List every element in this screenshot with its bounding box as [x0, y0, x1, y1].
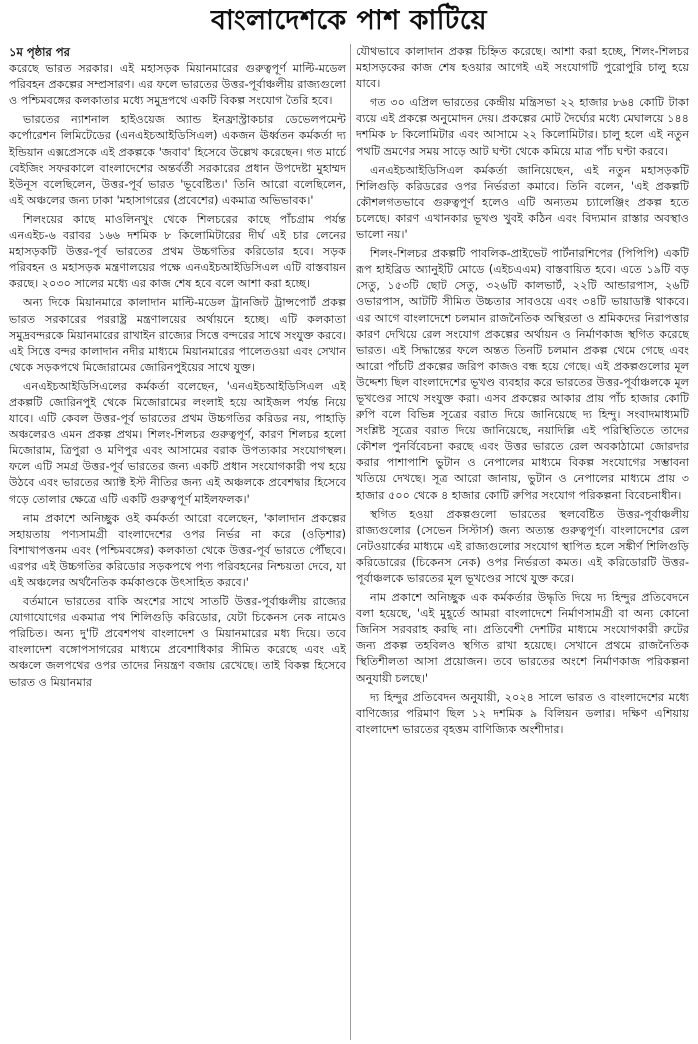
paragraph: নাম প্রকাশে অনিচ্ছুক এক কর্মকর্তার উদ্ধৃতি দিয়ে দ্য হিন্দুর প্রতিবেদনে বলা হয়েছে, 'এই মুহূর্তে আমরা বাংলাদেশে নির্মাণসামগ্রী বা অন্য কোনো জিনিস সরবরাহ করছি না। প্রতিবেশী দেশটির মাধ্যমে সংযোগকারী রুটের জন্য প্রকল্প তহবিলও স্থগিত রাখা হয়েছে। সেখানে প্রথমে রাজনৈতিক স্থিতিশীলতা আসা প্রয়োজন। তবে ভারতের অংশে নির্মাণকাজ পরিকল্পনা অনুযায়ী চলছে।'	[356, 591, 689, 685]
paragraph: যৌথভাবে কালাদান প্রকল্প চিহ্নিত করেছে। আশা করা হচ্ছে, শিলং-শিলচর মহাসড়কের কাজ শেষ হওয়ার আগেই এই সংযোগটি পুরোপুরি চালু হয়ে যাবে।	[356, 45, 689, 91]
paragraph: অন্য দিকে মিয়ানমারে কালাদান মাল্টি-মডেল ট্রানজিট ট্রান্সপোর্ট প্রকল্প ভারত সরকারের পররাষ্ট্র মন্ত্রণালয়ের অর্থায়নে হচ্ছে। এটি কলকাতা সমুদ্রবন্দরকে মিয়ানমারের রাখাইন রাজ্যের সিত্তে বন্দরের সাথে সংযুক্ত করবে। এই সিত্তে বন্দর কালাদান নদীর মাধ্যমে মিয়ানমারের পালেতওয়া এবং সেখান থেকে সড়কপথে মিজোরামের জোরিনপুইয়ের সাথে যুক্ত।	[9, 296, 346, 374]
paragraph: ভারতের ন্যাশনাল হাইওয়েজ অ্যান্ড ইনফ্রাস্ট্রাকচার ডেভেলপমেন্ট কর্পোরেশন লিমিটেডের (এনএইচআইডিসিএল) একজন ঊর্ধ্বতন কর্মকর্তা দ্য ইন্ডিয়ান এক্সপ্রেসকে এই প্রকল্পকে 'জবাব' হিসেবে উল্লেখ করেছেন। গত মার্চে বেইজিং সফরকালে বাংলাদেশের অন্তর্বর্তী সরকারের প্রধান উপদেষ্টা মুহাম্মদ ইউনূস বলেছিলেন, উত্তর-পূর্ব ভারত 'ভূবেষ্টিত।' তিনি আরো বলেছিলেন, এই অঞ্চলের জন্য ঢাকা 'মহাসাগরের (প্রবেশের) একমাত্র অভিভাবক।'	[9, 113, 346, 207]
paragraph: শিলংয়ের কাছে মাওলিনখুং থেকে শিলচরের কাছে পাঁচগ্রাম পর্যন্ত এনএইচ-৬ বরাবর ১৬৬ দশমিক ৮ কিলোমিটারের দীর্ঘ এই চার লেনের মহাসড়কটি উত্তর-পূর্ব ভারতের প্রথম উচ্চগতির করিডোর হবে। সড়ক পরিবহন ও মহাসড়ক মন্ত্রণালয়ের পক্ষে এনএইচআইডিসিএল এটি বাস্তবায়ন করছে। ২০৩০ সালের মধ্যে এর কাজ শেষ হবে বলে আশা করা হচ্ছে।	[9, 212, 346, 291]
paragraph: দ্য হিন্দুর প্রতিবেদন অনুযায়ী, ২০২৪ সালে ভারত ও বাংলাদেশের মধ্যে বাণিজ্যের পরিমাণ ছিল ১২ দশমিক ৯ বিলিয়ন ডলার। দক্ষিণ এশিয়ায় বাংলাদেশ ভারতের বৃহত্তম বাণিজ্যিক অংশীদার।	[356, 690, 689, 736]
right-column	[356, 44, 689, 1040]
column-divider	[350, 44, 351, 1040]
paragraph: স্থগিত হওয়া প্রকল্পগুলো ভারতের স্থলবেষ্টিত উত্তর-পূর্বাঞ্চলীয় রাজ্যগুলোর (সেভেন সিস্টার্স) জন্য অত্যন্ত গুরুত্বপূর্ণ। বাংলাদেশের রেল নেটওয়ার্কের মাধ্যমে এই রাজ্যগুলোর সংযোগ স্থাপিত হলে সঙ্কীর্ণ শিলিগুড়ি করিডোরের (চিকেনস নেক) ওপর নির্ভরতা কমত। এই করিডোরটি উত্তর-পূর্বাঞ্চলকে ভারতের মূল ভূখণ্ডের সাথে যুক্ত করে।	[356, 507, 689, 585]
paragraph: বর্তমানে ভারতের বাকি অংশের সাথে সাতটি উত্তর-পূর্বাঞ্চলীয় রাজ্যের যোগাযোগের একমাত্র পথ শিলিগুড়ি করিডোর, যেটা চিকেনস নেক নামেও পরিচিত। অন্য দু'টি প্রবেশপথ বাংলাদেশ ও মিয়ানমারের মধ্য দিয়ে। তবে বাংলাদেশ বঙ্গোপসাগরের মাধ্যমে প্রবেশাধিকার সীমিত করেছে এবং এই অঞ্চলে জলপথের ওপর তাদের নিয়ন্ত্রণ বজায় রেখেছে। তাই বিকল্প হিসেবে ভারত ও মিয়ানমার	[9, 595, 346, 689]
paragraph: করেছে ভারত সরকার। এই মহাসড়ক মিয়ানমারের গুরুত্বপূর্ণ মাল্টি-মডেল পরিবহন প্রকল্পের সম্প্রসারণ। এর ফলে ভারতের উত্তর-পূর্বাঞ্চলীয় রাজ্যগুলো ও পশ্চিমবঙ্গের কলকাতার মধ্যে সমুদ্রপথে একটি বিকল্প সংযোগ তৈরি হবে।	[9, 62, 346, 108]
paragraph: শিলং-শিলচর প্রকল্পটি পাবলিক-প্রাইভেট পার্টনারশিপের (পিপিপি) একটি রূপ হাইব্রিড অ্যানুইটি মোডে (এইচএএম) বাস্তবায়িত হবে। এতে ১৯টি বড় সেতু, ১৫৩টি ছোট সেতু, ৩২৬টি কালভার্ট, ২২টি আন্ডারপাস, ২৬টি ওভারপাস, আটটি সীমিত উচ্চতার সাবওয়ে এবং ৩৪টি ভায়াডাক্ট থাকবে। এর আগে বাংলাদেশে চলমান রাজনৈতিক অস্থিরতা ও শ্রমিকদের নিরাপত্তার কারণ দেখিয়ে রেল সংযোগ প্রকল্পের অর্থায়ন ও নির্মাণকাজ স্থগিত করেছে ভারত। এই সিদ্ধান্তের ফলে অন্তত তিনটি চলমান প্রকল্প থেমে গেছে এবং আরো পাঁচটি প্রকল্পের জরিপ কাজও বন্ধ হয়ে গেছে। এই প্রকল্পগুলোর মূল উদ্দেশ্য ছিল বাংলাদেশের ভূখণ্ড ব্যবহার করে ভারতের উত্তর-পূর্বাঞ্চলকে মূল ভূখণ্ডের সাথে সংযুক্ত করা। এসব প্রকল্পের আকার প্রায় পাঁচ হাজার কোটি রুপি বলে বিভিন্ন সূত্রের বরাত দিয়ে জানিয়েছে দ্য হিন্দু। সংবাদমাধ্যমটি সংশ্লিষ্ট সূত্রের বরাত দিয়ে জানিয়েছে, নয়াদিল্লি এই পরিস্থিতিতে তাদের কৌশল পুনর্বিবেচনা করছে এবং উত্তর ভারতে রেল অবকাঠামো জোরদার করার পাশাপাশি ভুটান ও নেপালের মাধ্যমে বিকল্প সংযোগের সম্ভাবনা খতিয়ে দেখছে। সূত্র আরো জানায়, ভুটান ও নেপালের মাধ্যমে প্রায় ৩ হাজার ৫০০ থেকে ৪ হাজার কোটি রুপির সংযোগ পরিকল্পনা বিবেচনাধীন।	[356, 247, 689, 502]
paragraph: গত ৩০ এপ্রিল ভারতের কেন্দ্রীয় মন্ত্রিসভা ২২ হাজার ৮৬৪ কোটি টাকা ব্যয়ে এই প্রকল্পে অনুমোদন দেয়। প্রকল্পের মোট দৈর্ঘ্যের মধ্যে মেঘালয়ে ১৪৪ দশমিক ৮ কিলোমিটার এবং আসামে ২২ কিলোমিটার। চালু হলে এই নতুন পথটি ভ্রমণের সময় সাড়ে আট ঘণ্টা থেকে কমিয়ে মাত্র পাঁচ ঘণ্টা করবে।	[356, 96, 689, 158]
paragraph: এনএইচআইডিসিএলের কর্মকর্তা বলেছেন, 'এনএইচআইডিসিএল এই প্রকল্পটি জোরিনপুই থেকে মিজোরামের লংলাই হয়ে আইজল পর্যন্ত নিয়ে যাবে। এটি কেবল উত্তর-পূর্ব ভারতের প্রথম উচ্চগতির করিডর নয়, পাহাড়ি অঞ্চলেরও এমন প্রকল্প প্রথম। শিলং-শিলচর গুরুত্বপূর্ণ, কারণ শিলচর হলো মিজোরাম, ত্রিপুরা ও মণিপুর এবং আসামের বরাক উপত্যকার সংযোগস্থল। ফলে এটি সমগ্র উত্তর-পূর্ব ভারতের জন্য একটি প্রধান সংযোগকারী পথ হয়ে উঠবে এবং ভারতের অ্যাক্ট ইস্ট নীতির জন্য এই অঞ্চলকে প্রবেশদ্বার হিসেবে গড়ে তোলার ক্ষেত্রে এটি একটি গুরুত্বপূর্ণ মাইলফলক।'	[9, 379, 346, 506]
headline: বাংলাদেশকে পাশ কাটিয়ে	[210, 5, 487, 36]
left-column	[9, 44, 346, 1040]
continuation-label: ১ম পৃষ্ঠার পর	[9, 45, 70, 59]
paragraph: এনএইচআইডিসিএল কর্মকর্তা জানিয়েছেন, এই নতুন মহাসড়কটি শিলিগুড়ি করিডরের ওপর নির্ভরতা কমাবে। তিনি বলেন, 'এই প্রকল্পটি কৌশলগতভাবে গুরুত্বপূর্ণ হলেও এটি অন্যতম চ্যালেঞ্জিং প্রকল্প হতে চলেছে। কারণ এখানকার ভূখণ্ড খুবই কঠিন এবং বিদ্যমান রাস্তার অবস্থাও ভালো নয়।'	[356, 163, 689, 242]
paragraph: নাম প্রকাশে অনিচ্ছুক ওই কর্মকর্তা আরো বলেছেন, 'কালাদান প্রকল্পের সহায়তায় পণ্যসামগ্রী বাংলাদেশের ওপর নির্ভর না করে (ওড়িশার) বিশাখাপত্তনম এবং (পশ্চিমবঙ্গের) কলকাতা থেকে উত্তর-পূর্ব ভারতে পৌঁছবে। এরপর এই উচ্চগতির করিডোর সড়কপথে পণ্য পরিবহনের নিশ্চয়তা দেবে, যা এই অঞ্চলের অর্থনৈতিক কর্মকাণ্ডকে উৎসাহিত করবে।'	[9, 511, 346, 589]
